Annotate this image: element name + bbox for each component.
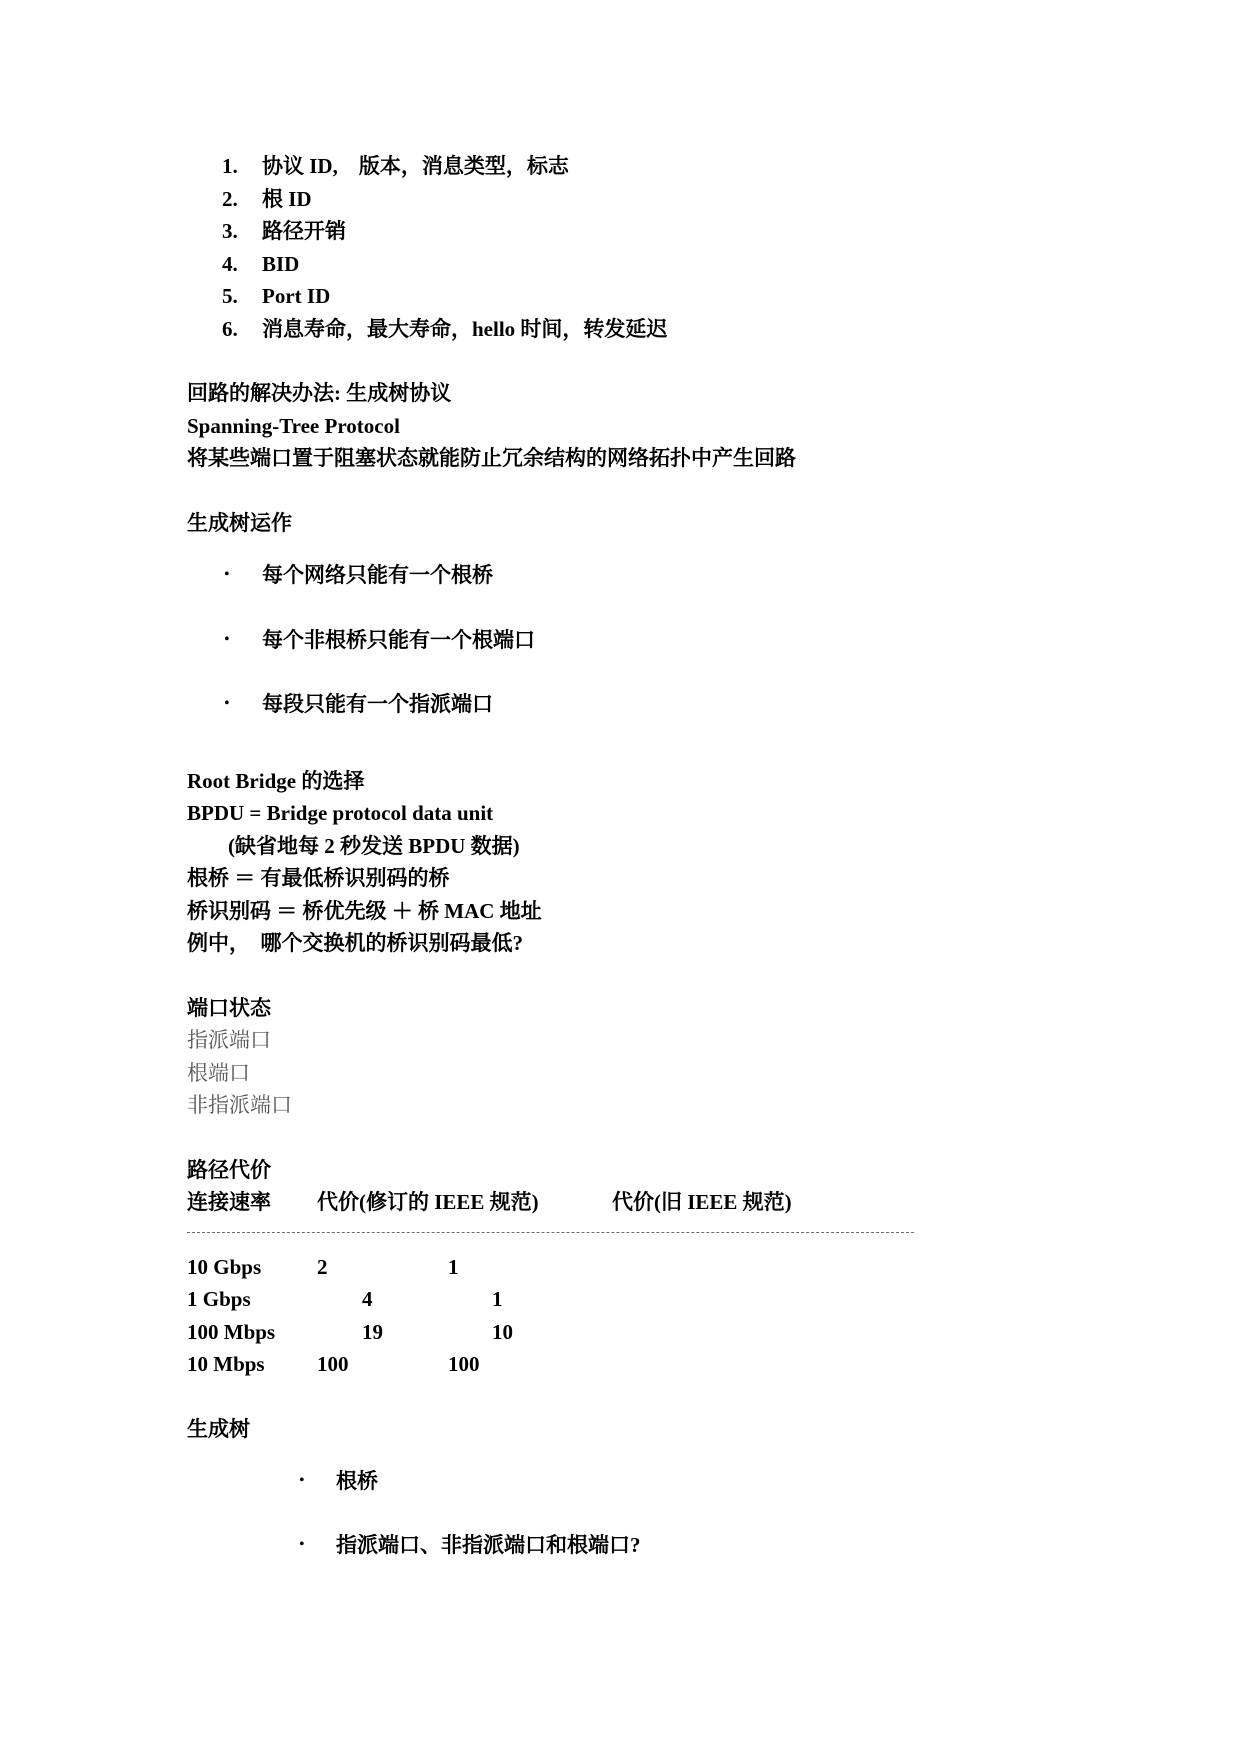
bpdu-note: (缺省地每 2 秒发送 BPDU 数据) bbox=[228, 834, 520, 858]
table-cell: 10 Gbps bbox=[187, 1255, 262, 1279]
root-bridge-rule: 根桥 ＝ 有最低桥识别码的桥 bbox=[187, 866, 450, 890]
port-state-item: 根端口 bbox=[187, 1061, 250, 1085]
list-item: BID bbox=[262, 252, 300, 276]
list-number: 2. bbox=[222, 187, 238, 211]
section-heading: 生成树 bbox=[187, 1417, 250, 1441]
port-state-item: 非指派端口 bbox=[187, 1093, 292, 1117]
table-cell: 10 bbox=[492, 1320, 513, 1344]
bullet-glyph: • bbox=[299, 1536, 305, 1553]
table-cell: 100 Mbps bbox=[187, 1320, 276, 1344]
stp-name: Spanning-Tree Protocol bbox=[187, 414, 400, 438]
table-header: 连接速率 bbox=[187, 1190, 271, 1214]
bullet-glyph: • bbox=[299, 1472, 305, 1489]
list-number: 4. bbox=[222, 252, 238, 276]
table-cell: 100 bbox=[448, 1352, 480, 1376]
bullet-glyph: • bbox=[224, 631, 230, 648]
list-item: 协议 ID, 版本，消息类型，标志 bbox=[262, 154, 569, 178]
table-cell: 1 Gbps bbox=[187, 1287, 251, 1311]
list-item: 消息寿命，最大寿命，hello 时间，转发延迟 bbox=[262, 317, 668, 341]
table-cell: 1 bbox=[448, 1255, 459, 1279]
section-heading: 路径代价 bbox=[187, 1158, 271, 1182]
table-divider bbox=[187, 1232, 914, 1233]
bullet-item: 每个非根桥只能有一个根端口 bbox=[262, 628, 535, 652]
table-cell: 1 bbox=[492, 1287, 503, 1311]
port-state-item: 指派端口 bbox=[187, 1028, 271, 1052]
list-number: 6. bbox=[222, 317, 238, 341]
bullet-item: 根桥 bbox=[336, 1469, 378, 1493]
list-item: Port ID bbox=[262, 284, 331, 308]
bullet-item: 指派端口、非指派端口和根端口? bbox=[336, 1533, 641, 1557]
list-item: 路径开销 bbox=[262, 219, 346, 243]
bridge-id-rule: 桥识别码 ＝ 桥优先级 ＋ 桥 MAC 地址 bbox=[187, 899, 542, 923]
table-header: 代价(修订的 IEEE 规范) bbox=[317, 1190, 539, 1214]
bullet-glyph: • bbox=[224, 695, 230, 712]
section-heading: 端口状态 bbox=[187, 996, 271, 1020]
bullet-item: 每段只能有一个指派端口 bbox=[262, 692, 493, 716]
bpdu-definition: BPDU = Bridge protocol data unit bbox=[187, 801, 494, 825]
bullet-item: 每个网络只能有一个根桥 bbox=[262, 563, 493, 587]
list-number: 5. bbox=[222, 284, 238, 308]
table-cell: 100 bbox=[317, 1352, 349, 1376]
section-heading: 生成树运作 bbox=[187, 511, 292, 535]
loop-solution-line: 回路的解决办法: 生成树协议 bbox=[187, 381, 452, 405]
root-bridge-heading: Root Bridge 的选择 bbox=[187, 769, 365, 793]
list-number: 3. bbox=[222, 219, 238, 243]
list-number: 1. bbox=[222, 154, 238, 178]
table-cell: 10 Mbps bbox=[187, 1352, 265, 1376]
bullet-glyph: • bbox=[224, 566, 230, 583]
loop-solution-desc: 将某些端口置于阻塞状态就能防止冗余结构的网络拓扑中产生回路 bbox=[187, 446, 796, 470]
table-cell: 19 bbox=[362, 1320, 383, 1344]
table-cell: 4 bbox=[362, 1287, 373, 1311]
list-item: 根 ID bbox=[262, 187, 312, 211]
question-line: 例中， 哪个交换机的桥识别码最低? bbox=[187, 931, 523, 955]
table-cell: 2 bbox=[317, 1255, 328, 1279]
table-header: 代价(旧 IEEE 规范) bbox=[612, 1190, 792, 1214]
